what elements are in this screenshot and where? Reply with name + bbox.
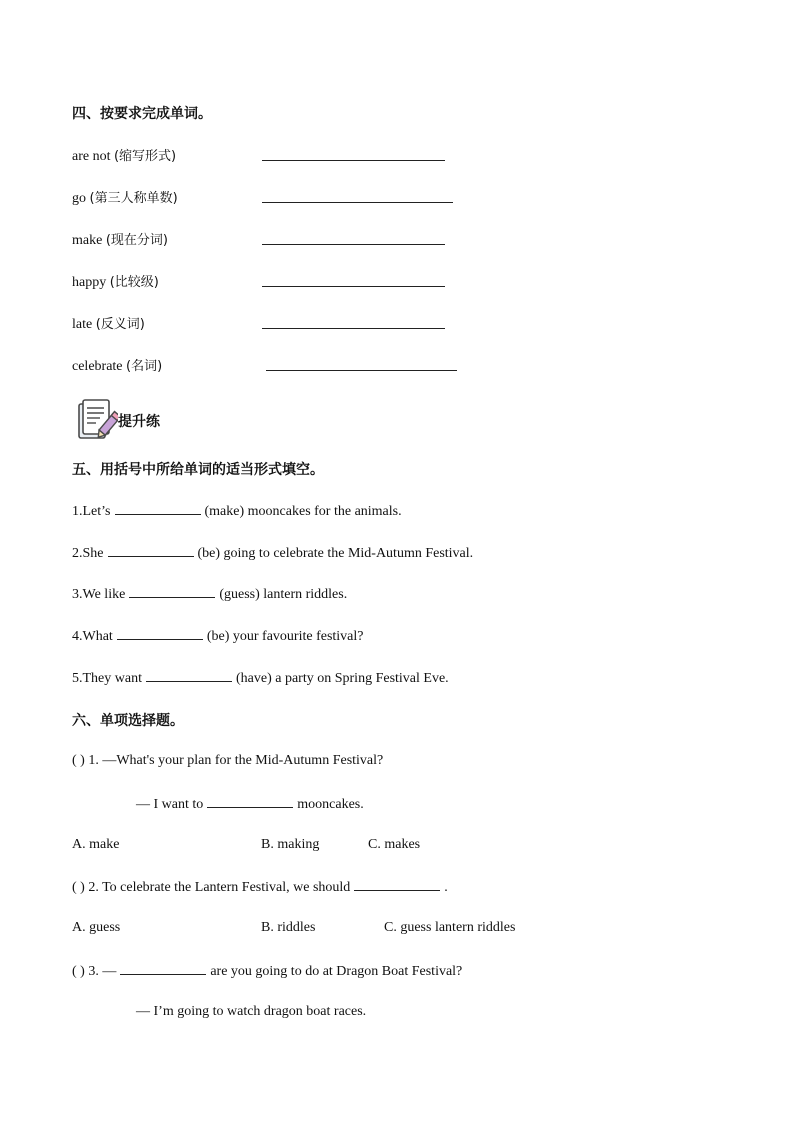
- word: celebrate: [72, 359, 123, 374]
- answer-paren[interactable]: ( ): [72, 880, 85, 895]
- word: late: [72, 317, 93, 332]
- word: make: [72, 233, 103, 248]
- word: go: [72, 191, 86, 206]
- word-hint: (反义词): [95, 317, 145, 332]
- word-item-6: [72, 355, 162, 375]
- answer-blank-3[interactable]: [262, 244, 445, 245]
- word-item-3: [72, 229, 168, 249]
- word-hint: (名词): [126, 359, 163, 374]
- mc-q1-option-c[interactable]: C. makes: [368, 837, 421, 852]
- word-item-4: [72, 271, 159, 291]
- word-item-5: [72, 313, 145, 333]
- document-pencil-icon: [76, 398, 118, 442]
- fill-blank[interactable]: [108, 544, 194, 557]
- fill-blank: [207, 795, 293, 808]
- mc-q2-option-a[interactable]: A. guess: [72, 920, 121, 935]
- mc-question-3: ( ) 3. — are you going to do at Dragon Boat Festival?: [72, 964, 463, 979]
- answer-blank-6[interactable]: [266, 370, 457, 371]
- answer-paren[interactable]: ( ): [72, 964, 85, 979]
- fill-item-5: 5.They want (have) a party on Spring Festival Eve.: [72, 671, 449, 686]
- fill-blank[interactable]: [115, 502, 201, 515]
- section-4-title: 四、按要求完成单词。: [72, 106, 212, 122]
- word-hint: (缩写形式): [113, 149, 177, 164]
- word-hint: (第三人称单数): [89, 191, 178, 206]
- mc-question-3-reply: — I’m going to watch dragon boat races.: [136, 1004, 367, 1019]
- fill-blank: [120, 962, 206, 975]
- fill-blank[interactable]: [129, 585, 215, 598]
- word-item-1: [72, 145, 176, 165]
- answer-blank-5[interactable]: [262, 328, 445, 329]
- section-5-title: 五、用括号中所给单词的适当形式填空。: [72, 462, 324, 478]
- answer-blank-2[interactable]: [262, 202, 453, 203]
- word-hint: (现在分词): [105, 233, 168, 248]
- fill-blank: [354, 878, 440, 891]
- word-item-2: [72, 187, 178, 207]
- fill-item-1: 1.Let’s (make) mooncakes for the animals.: [72, 504, 402, 519]
- fill-item-2: 2.She (be) going to celebrate the Mid-Autumn Festival.: [72, 546, 474, 561]
- exercise-banner-label: 提升练: [118, 414, 160, 430]
- word: happy: [72, 275, 107, 290]
- fill-item-4: 4.What (be) your favourite festival?: [72, 629, 364, 644]
- answer-blank-1[interactable]: [262, 160, 445, 161]
- mc-q1-option-b[interactable]: B. making: [261, 837, 320, 852]
- mc-question-1: ( ) 1. —What's your plan for the Mid-Autumn Festival?: [72, 753, 384, 768]
- fill-item-3: 3.We like (guess) lantern riddles.: [72, 587, 348, 602]
- answer-blank-4[interactable]: [262, 286, 445, 287]
- mc-question-2: ( ) 2. To celebrate the Lantern Festival, we should .: [72, 880, 448, 895]
- fill-blank[interactable]: [146, 669, 232, 682]
- word: are not: [72, 149, 111, 164]
- mc-q2-option-c[interactable]: C. guess lantern riddles: [384, 920, 516, 935]
- mc-q2-option-b[interactable]: B. riddles: [261, 920, 316, 935]
- word-hint: (比较级): [109, 275, 159, 290]
- mc-q1-option-a[interactable]: A. make: [72, 837, 120, 852]
- mc-question-1-reply: — I want to mooncakes.: [136, 797, 364, 812]
- section-6-title: 六、单项选择题。: [72, 713, 184, 729]
- answer-paren[interactable]: ( ): [72, 753, 85, 768]
- fill-blank[interactable]: [117, 627, 203, 640]
